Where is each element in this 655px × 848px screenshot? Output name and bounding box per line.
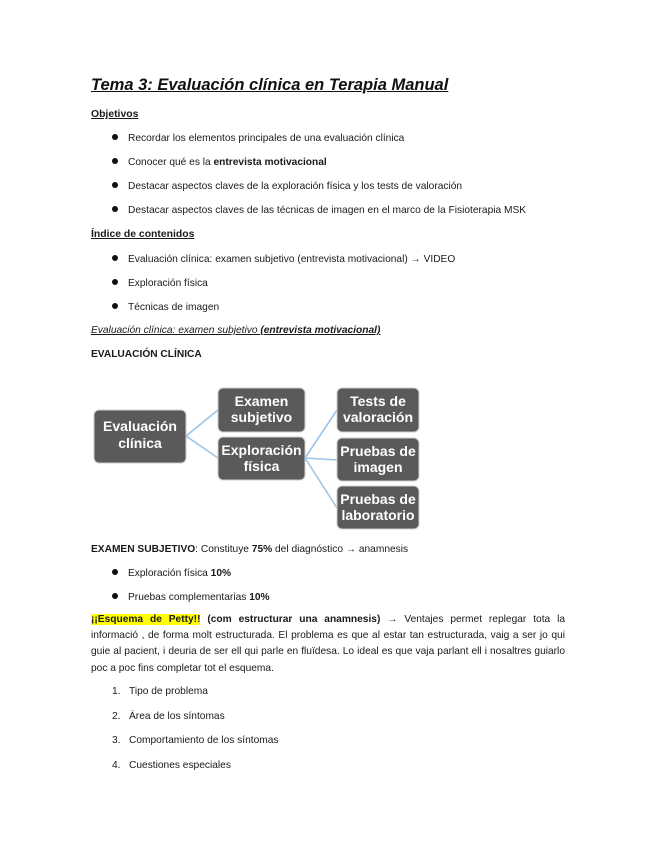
connector-root-exploracion — [186, 436, 218, 458]
svg-text:valoración: valoración — [342, 409, 414, 425]
svg-text:Pruebas de: Pruebas de — [340, 491, 416, 507]
svg-text:física: física — [243, 458, 280, 474]
svg-text:Pruebas de: Pruebas de — [340, 443, 416, 459]
svg-text:laboratorio: laboratorio — [341, 507, 415, 523]
svg-text:Exploración: Exploración — [221, 442, 302, 458]
connector-root-examen — [186, 410, 218, 436]
numbered-item: 1. Tipo de problema — [112, 686, 208, 697]
diagram-exploracion-box — [218, 437, 305, 480]
petty-paragraph: ¡¡Esquema de Petty!! (com estructurar una anamnesis) → Ventajes permet replegar tota la informació , de forma molt estructurada. El problema es que al estar tan estructurada, vaig a ser jo qui guie al pacient, i deuria de ser ell qui parle en fluïdesa. Lo ideal es que vaja parlant ell i nosaltres guiarlo poc a poc fins completar tot el esquema. — [91, 614, 566, 674]
svg-text:Examen: Examen — [234, 393, 289, 409]
connector-exploracion-tests — [305, 410, 337, 458]
objective-item: Destacar aspectos claves de la exploración física y los tests de valoración — [112, 181, 462, 192]
connector-exploracion-imagen — [305, 458, 337, 460]
svg-text:imagen: imagen — [353, 459, 403, 475]
diagram-imagen-box — [337, 438, 419, 481]
svg-text:Evaluación: Evaluación — [103, 418, 177, 434]
objectives-heading: Objetivos — [91, 109, 139, 120]
page-title: Tema 3: Evaluación clínica en Terapia Manual — [91, 76, 449, 94]
index-item: Exploración física — [112, 278, 208, 289]
section-heading: Evaluación clínica: examen subjetivo (entrevista motivacional) — [91, 325, 381, 336]
index-item: Técnicas de imagen — [112, 302, 219, 313]
index-item: Evaluación clínica: examen subjetivo (entrevista motivacional) → VIDEO — [112, 254, 455, 265]
numbered-item: 3. Comportamiento de los síntomas — [112, 735, 279, 746]
subjective-item: Exploración física 10% — [112, 568, 231, 579]
svg-text:subjetivo: subjetivo — [230, 409, 293, 425]
diagram-laboratorio-box — [337, 486, 419, 529]
bullet-icon — [112, 569, 118, 575]
subjective-item: Pruebas complementarias 10% — [112, 592, 270, 603]
numbered-item: 2. Área de los síntomas — [112, 711, 225, 722]
connector-exploracion-laboratorio — [305, 458, 337, 508]
clinical-heading: EVALUACIÓN CLÍNICA — [91, 349, 202, 360]
highlighted-text: ¡¡Esquema de Petty!! — [91, 614, 201, 625]
bullet-icon — [112, 593, 118, 599]
subjective-exam-line: EXAMEN SUBJETIVO: Constituye 75% del diagnóstico → anamnesis — [91, 544, 409, 555]
index-heading: Índice de contenidos — [91, 229, 195, 240]
objective-item: Conocer qué es la entrevista motivacional — [112, 157, 327, 168]
svg-text:Tests de: Tests de — [350, 393, 406, 409]
objective-item: Recordar los elementos principales de una evaluación clínica — [112, 133, 404, 144]
diagram-examen-box — [218, 388, 305, 432]
svg-text:clínica: clínica — [118, 435, 162, 451]
numbered-item: 4. Cuestiones especiales — [112, 760, 231, 771]
diagram-root-box — [94, 410, 186, 463]
objective-item: Destacar aspectos claves de las técnicas de imagen en el marco de la Fisioterapia MSK — [112, 205, 526, 216]
diagram-tests-box — [337, 388, 419, 432]
